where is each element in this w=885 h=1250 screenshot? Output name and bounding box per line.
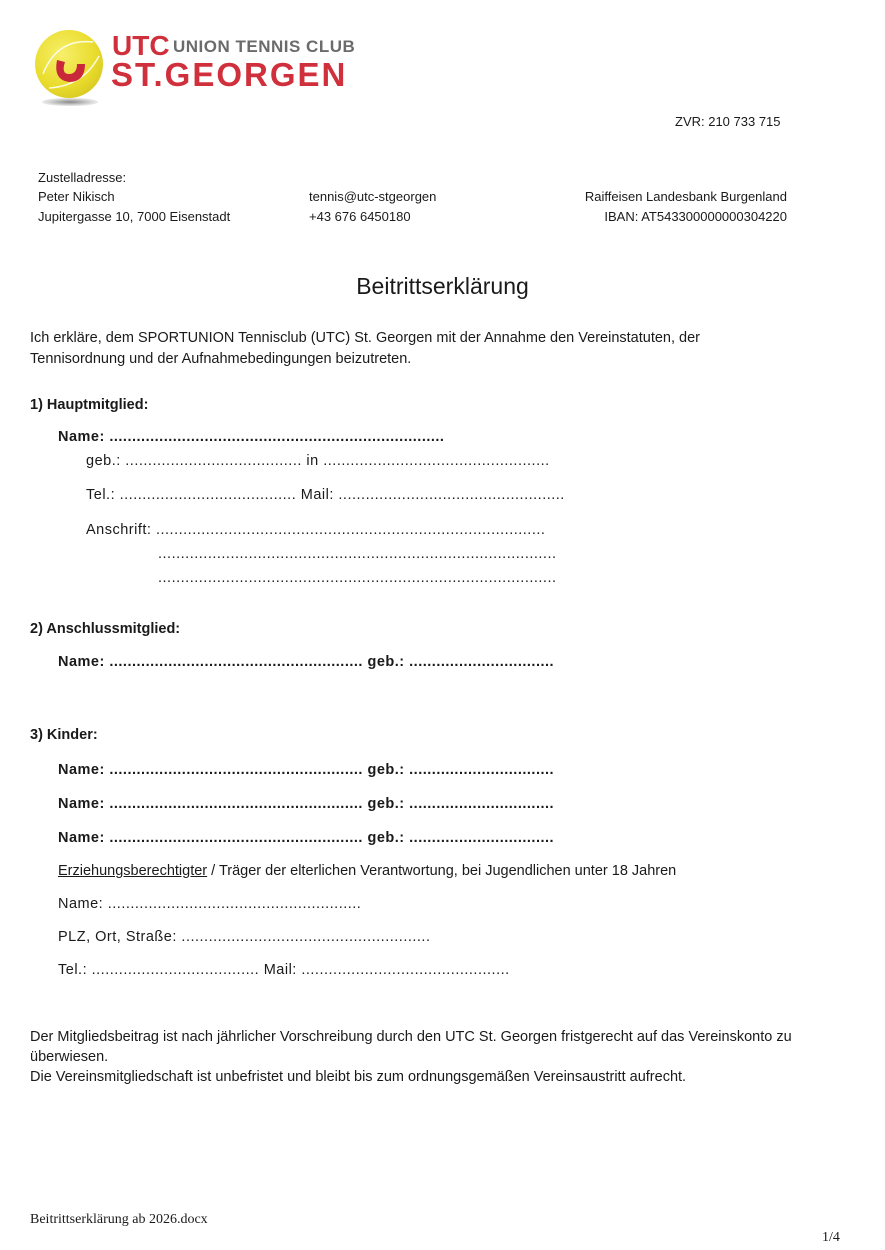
child-field[interactable]: Name: ........................................................ geb.: ................................	[58, 762, 555, 778]
closing-line-1: Der Mitgliedsbeitrag ist nach jährlicher Vorschreibung durch den UTC St. Georgen fristgerecht auf das Vereinskonto zu	[30, 1029, 792, 1045]
main-member-contact-field[interactable]: Tel.: ....................................... Mail: ..................................................	[86, 487, 565, 503]
child-field[interactable]: Name: ........................................................ geb.: ................................	[58, 830, 555, 846]
closing-line-2: überwiesen.	[30, 1049, 109, 1065]
closing-line-3: Die Vereinsmitgliedschaft ist unbefristet und bleibt bis zum ordnungsgemäßen Vereinsaustritt aufrecht.	[30, 1069, 687, 1085]
intro-line-2: Tennisordnung und der Aufnahmebedingungen beizutreten.	[30, 351, 412, 367]
footer-filename: Beitrittserklärung ab 2026.docx	[30, 1212, 208, 1227]
main-member-address-line-2[interactable]: ........................................................................................	[158, 546, 557, 562]
section-children-heading: 3) Kinder:	[30, 727, 98, 743]
address-label: Zustelladresse:	[38, 170, 127, 185]
section-associate-member-heading: 2) Anschlussmitglied:	[30, 621, 181, 637]
guardian-address-field[interactable]: PLZ, Ort, Straße: .......................................................	[58, 929, 431, 945]
tennis-ball-icon	[35, 30, 103, 98]
iban: IBAN: AT543300000000304220	[604, 209, 787, 224]
main-member-birth-field[interactable]: geb.: ....................................... in ..................................................	[86, 453, 550, 469]
contact-phone: +43 676 6450180	[309, 209, 411, 224]
logo-union-text: UNION TENNIS CLUB	[173, 37, 356, 56]
contact-email: tennis@utc-stgeorgen	[309, 189, 437, 204]
logo-club-name: ST.GEORGEN	[111, 56, 348, 93]
guardian-label-rest: / Träger der elterlichen Verantwortung, bei Jugendlichen unter 18 Jahren	[207, 863, 677, 879]
guardian-description	[58, 863, 676, 879]
main-member-address-field[interactable]: Anschrift: ......................................................................................	[86, 522, 546, 538]
main-member-address-line-3[interactable]: ........................................................................................	[158, 570, 557, 586]
page-number: 1/4	[822, 1230, 840, 1245]
guardian-contact-field[interactable]: Tel.: ..................................... Mail: ..............................................	[58, 962, 510, 978]
main-member-name-field[interactable]: Name: ..........................................................................	[58, 429, 445, 445]
logo-shadow	[42, 98, 98, 106]
logo-utc-text: UTC	[112, 30, 170, 61]
section-main-member-heading: 1) Hauptmitglied:	[30, 397, 149, 413]
associate-member-field[interactable]: Name: ........................................................ geb.: ................................	[58, 654, 555, 670]
address-name: Peter Nikisch	[38, 189, 115, 204]
bank-name: Raiffeisen Landesbank Burgenland	[584, 189, 787, 204]
child-field[interactable]: Name: ........................................................ geb.: ................................	[58, 796, 555, 812]
guardian-label-underlined: Erziehungsberechtigter	[58, 863, 208, 879]
intro-line-1: Ich erkläre, dem SPORTUNION Tennisclub (UTC) St. Georgen mit der Annahme den Vereinstatuten, der	[30, 330, 700, 346]
address-street: Jupitergasse 10, 7000 Eisenstadt	[38, 209, 231, 224]
zvr-number: ZVR: 210 733 715	[675, 114, 781, 129]
page-title: Beitrittserklärung	[356, 273, 529, 299]
guardian-name-field[interactable]: Name: ........................................................	[58, 896, 362, 912]
